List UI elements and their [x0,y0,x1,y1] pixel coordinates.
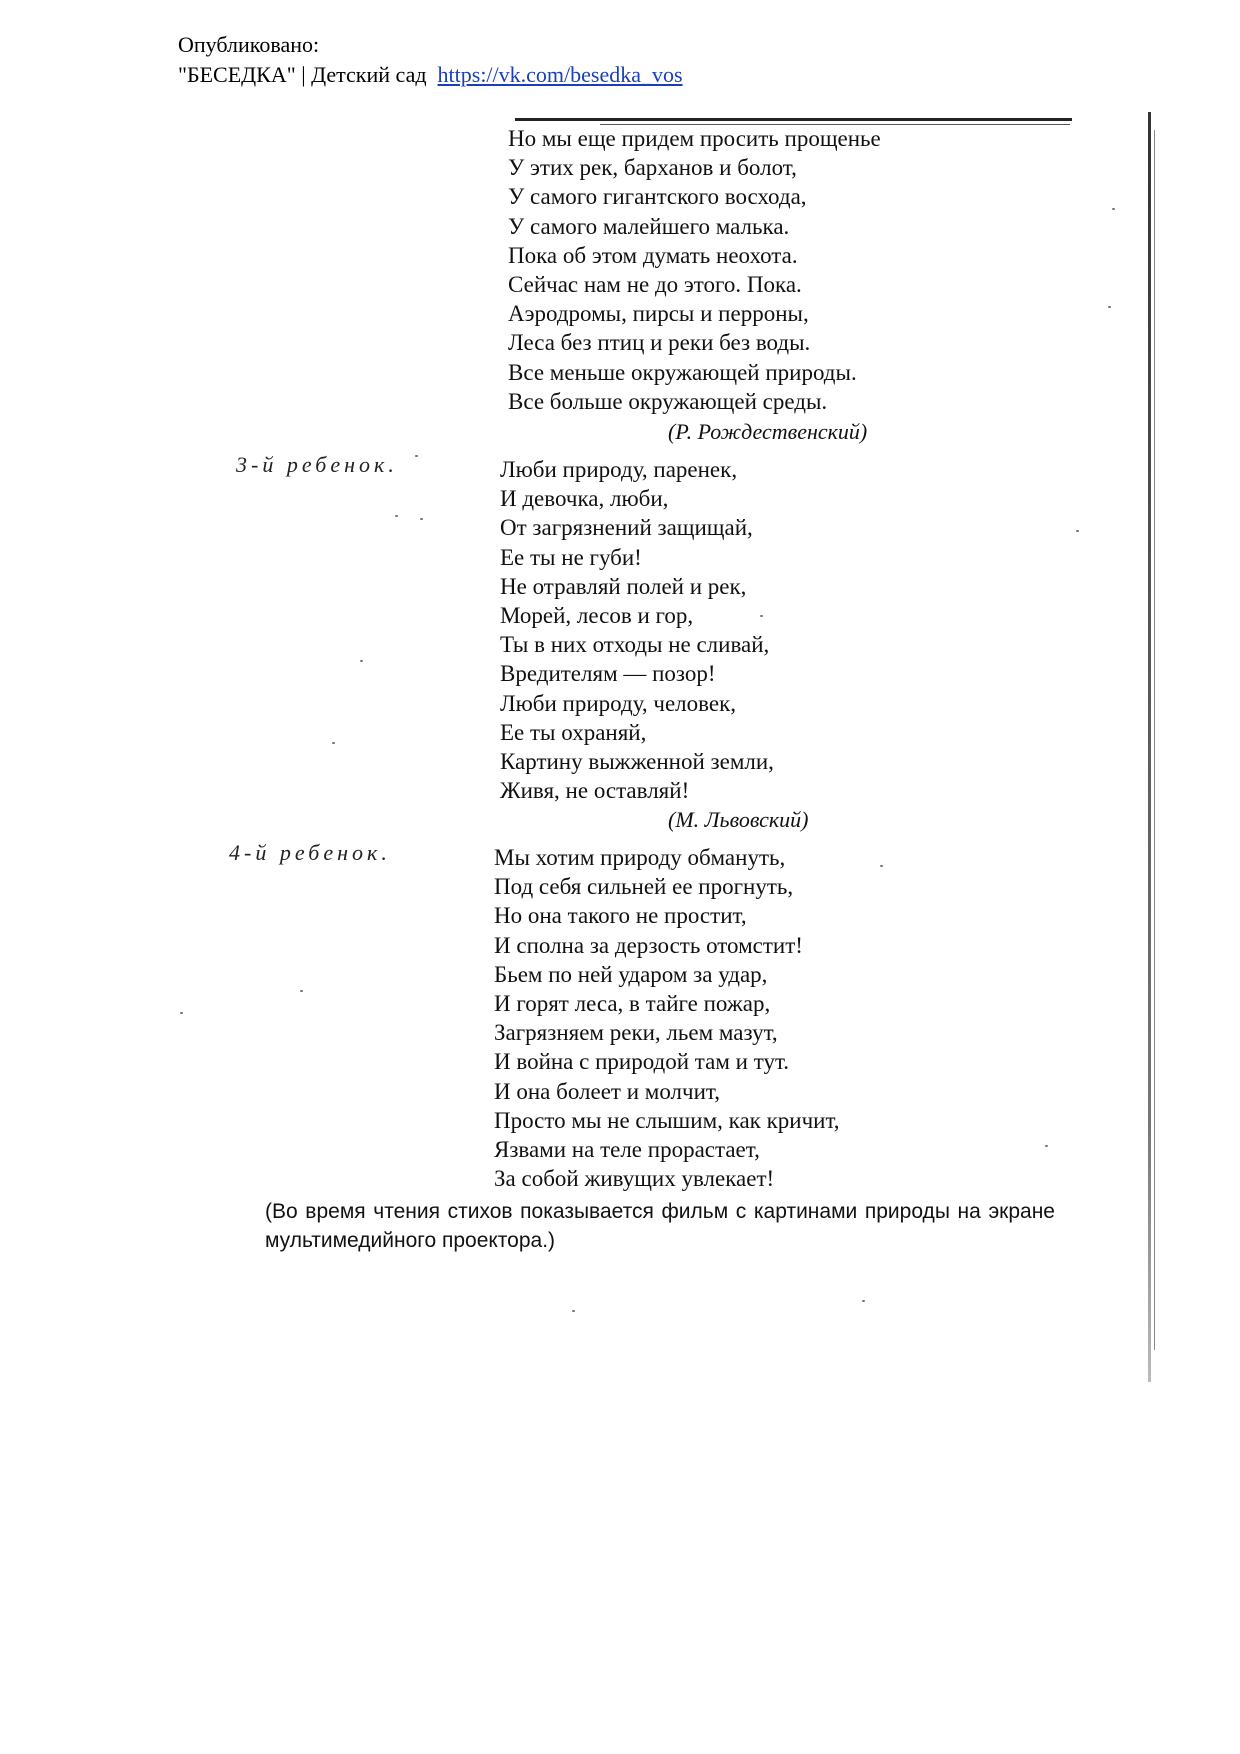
stage-direction-note: (Во время чтения стихов показывается фильм с картинами природы на экране мультимедийного проектора.) [265,1200,1055,1252]
poem-line: Морей, лесов и гор, [500,603,694,629]
source-prefix: "БЕСЕДКА" | Детский сад [178,62,427,87]
scan-speck [1045,1145,1048,1147]
poem-line: И она болеет и молчит, [494,1078,720,1104]
scan-speck [300,990,303,992]
poem-line: Загрязняем реки, льем мазут, [494,1020,778,1046]
poem-line: За собой живущих увлекает! [494,1166,775,1192]
poem-line: У самого малейшего малька. [508,213,790,239]
scan-speck [332,742,335,744]
poem-2-author: (М. Львовский) [668,807,809,832]
poem-line: Язвами на теле прорастает, [494,1137,760,1163]
poem-1-stanza [508,124,881,416]
scan-speck [360,660,363,662]
poem-line: Сейчас нам не до этого. Пока. [508,272,802,298]
scan-speck [572,1310,575,1312]
poem-line: И девочка, люби, [500,486,669,512]
speaker-3: 3-й ребенок. [236,452,398,477]
poem-3-stanza [494,843,840,1193]
poem-line: Картину выжженной земли, [500,749,774,775]
scan-speck [1108,306,1111,308]
poem-line: И сполна за дерзость отомстит! [494,932,803,958]
source-line [178,60,683,90]
poem-1-author: (Р. Рождественский) [668,419,868,444]
poem-line: Просто мы не слышим, как кричит, [494,1107,840,1133]
poem-line: Все больше окружающей среды. [508,388,828,414]
scan-right-edge-line-secondary [1154,130,1155,1350]
poem-line: Мы хотим природу обмануть, [494,845,786,870]
scan-speck [420,518,423,520]
scan-speck [180,1012,183,1014]
poem-line: Не отравляй полей и рек, [500,573,747,599]
poem-line: Аэродромы, пирсы и перроны, [508,301,809,327]
poem-line: Пока об этом думать неохота. [508,242,798,268]
scan-speck [760,615,763,617]
scan-top-rule [515,118,1072,121]
poem-line: Люби природу, паренек, [500,457,738,482]
vk-link[interactable]: https://vk.com/besedka_vos [437,62,683,87]
poem-line: У этих рек, барханов и болот, [508,155,797,181]
poem-line: И горят леса, в тайге пожар, [494,991,771,1017]
poem-line: Вредителям — позор! [500,661,716,687]
poem-line: От загрязнений защищай, [500,515,753,541]
poem-line: Все меньше окружающей природы. [508,359,857,385]
scan-speck [415,455,418,457]
scan-speck [862,1300,865,1302]
poem-line: Ты в них отходы не сливай, [500,632,770,658]
poem-line: У самого гигантского восхода, [508,184,807,210]
poem-line: Но мы еще придем просить прощенье [508,126,881,151]
scan-speck [395,515,398,517]
poem-line: Но она такого не простит, [494,903,747,929]
published-label: Опубликовано: [178,32,320,57]
scan-speck [1076,530,1079,532]
poem-line: И война с природой там и тут. [494,1049,790,1075]
poem-line: Люби природу, человек, [500,690,737,716]
publication-header [178,30,683,90]
poem-line: Бьем по ней ударом за удар, [494,961,768,987]
poem-line: Под себя сильней ее прогнуть, [494,874,794,900]
poem-line: Ее ты охраняй, [500,719,647,745]
poem-line: Ее ты не губи! [500,544,642,570]
poem-2-stanza [500,455,774,805]
scan-speck [1112,208,1115,210]
scan-right-edge-line [1148,112,1151,1382]
speaker-4: 4-й ребенок. [229,840,391,865]
poem-line: Леса без птиц и реки без воды. [508,330,811,356]
poem-line: Живя, не оставляй! [500,778,690,804]
scan-speck [880,865,883,867]
